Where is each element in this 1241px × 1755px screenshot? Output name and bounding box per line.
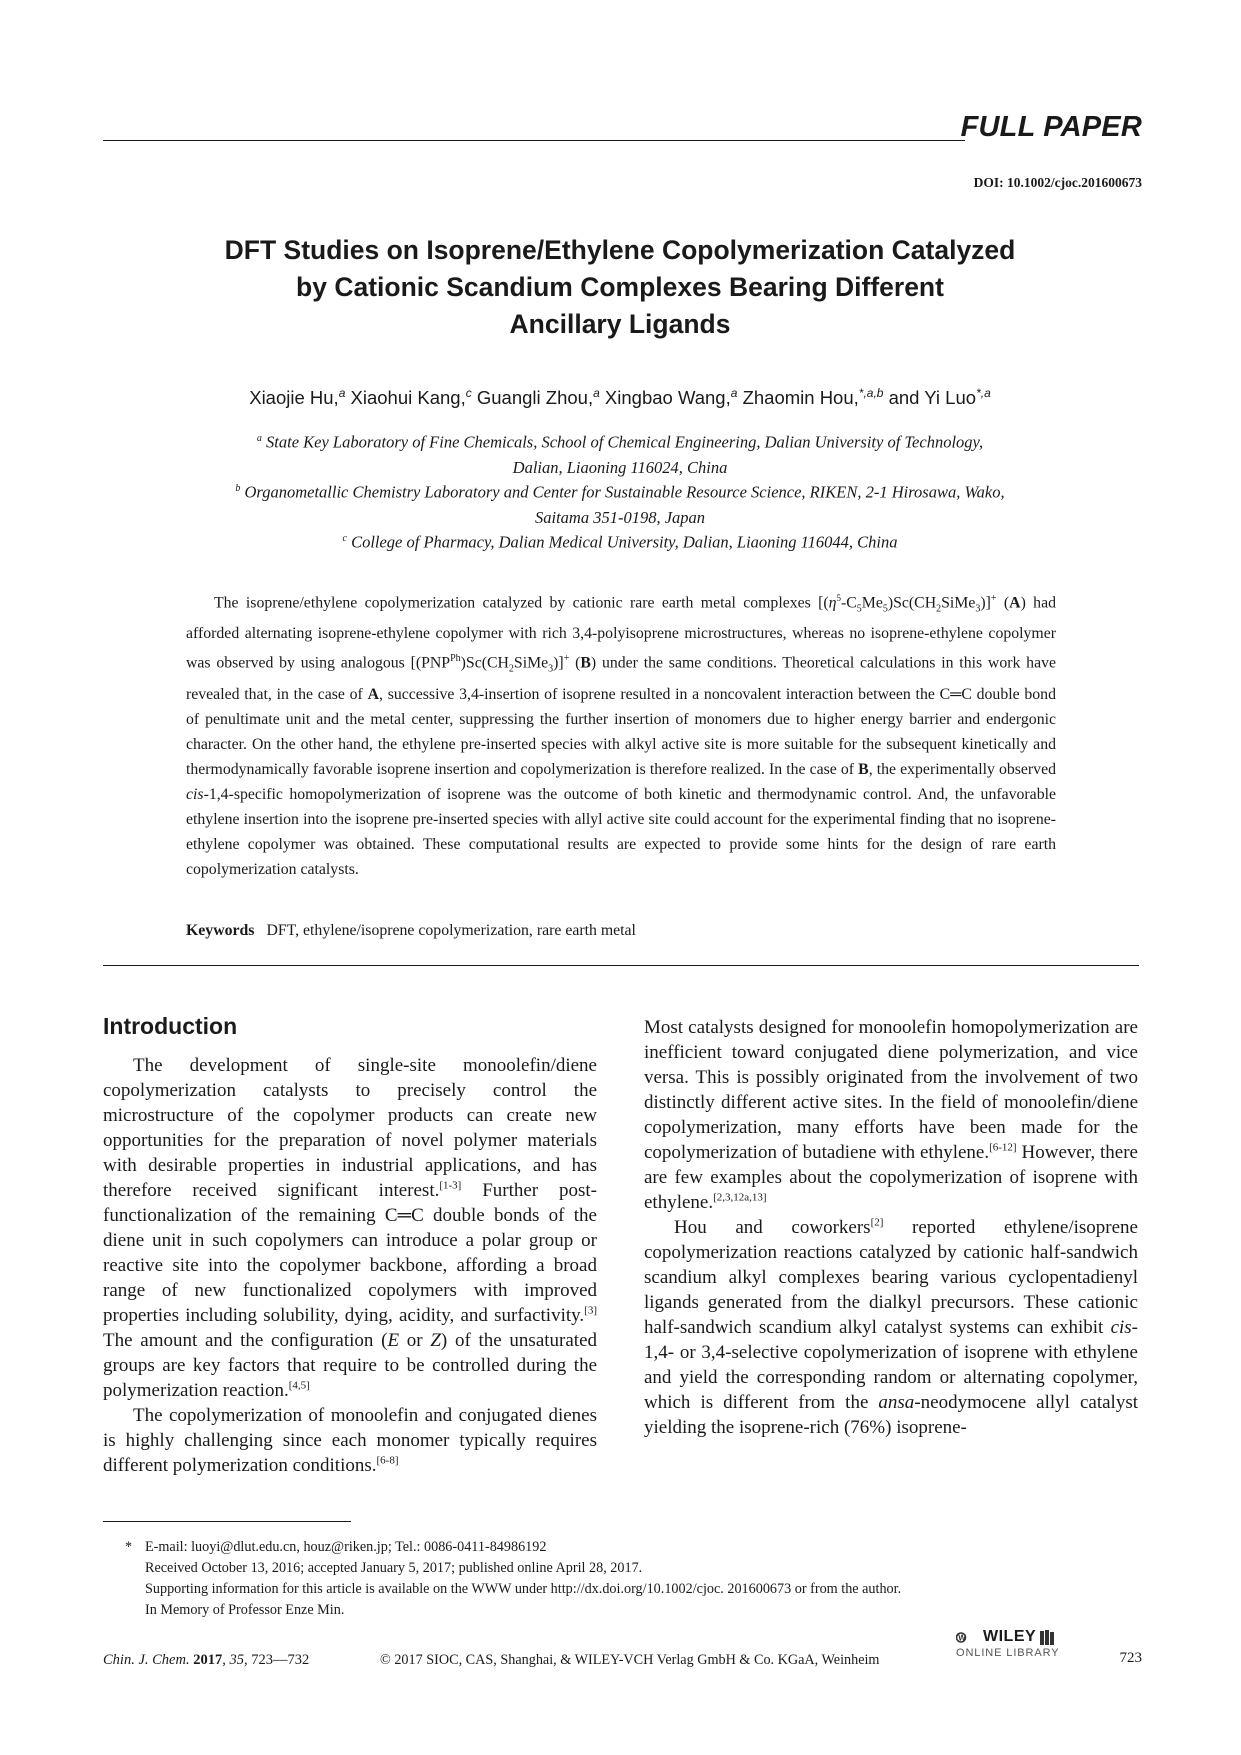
footnote-memory: In Memory of Professor Enze Min. — [145, 1602, 345, 1618]
affiliation-b: $^b$ Organometallic Chemistry Laboratory and Center for Sustainable Resource Science, RIKEN, 2-1 Hirosawa, Wako, Saitama 351-0198, Japan — [235, 482, 1005, 527]
paragraph: Most catalysts designed for monoolefin homopolymerization are inefficient toward conjugated diene polymerization, and vice versa. This is possibly originated from the involvement of two distinctly different active sites. In the field of monoolefin/diene copolymerization, many efforts have been made for the copolymerization of butadiene with ethylene.[6-12] However, there are few examples about the copolymerization of isoprene with ethylene.[2,3,12a,13] — [644, 1017, 1138, 1213]
right-column — [644, 1015, 1138, 1440]
footnotes — [125, 1537, 901, 1621]
citation[interactable]: [3] — [584, 1304, 597, 1317]
citation[interactable]: [2] — [870, 1216, 884, 1229]
author: Xiaojie Hu,$^a$ — [249, 386, 346, 409]
author: Xingbao Wang,$^a$ — [604, 386, 738, 409]
citation[interactable]: [2,3,12a,13] — [713, 1191, 767, 1204]
affiliation-a: $^a$ State Key Laboratory of Fine Chemicals, School of Chemical Engineering, Dalian University of Technology, Dalian, Liaoning 116024, China — [256, 432, 984, 477]
footnote-supporting-info: Supporting information for this article is available on the WWW under http://dx.doi.org/10.1002/cjoc. 201600673 or from the author. — [145, 1581, 902, 1597]
paragraph: Hou and coworkers[2] reported ethylene/isoprene copolymerization reactions catalyzed by cationic half-sandwich scandium alkyl complexes bearing various cyclopentadienyl ligands generated from the dialkyl precursors. These cationic half-sandwich scandium alkyl catalyst systems can exhibit cis-1,4- or 3,4-selective copolymerization of isoprene with ethylene and yield the corresponding random or alternating copolymer, which is different from the ansa-neodymocene allyl catalyst yielding the isoprene-rich (76%) isoprene- — [644, 1216, 1138, 1438]
footnote-contact: E-mail: luoyi@dlut.edu.cn, houz@riken.jp; Tel.: 0086-0411-84986192 — [145, 1539, 547, 1555]
affiliation-c: $^c$ College of Pharmacy, Dalian Medical University, Dalian, Liaoning 116044, China — [342, 532, 898, 552]
citation[interactable]: [6-8] — [376, 1454, 399, 1467]
author: and Yi Luo$^{*,a}$ — [888, 386, 991, 409]
paragraph: The copolymerization of monoolefin and conjugated dienes is highly challenging since each monomer typically requires different polymerization conditions.[6-8] — [103, 1405, 597, 1476]
section-divider — [103, 965, 1139, 966]
author-list — [110, 386, 1130, 409]
books-icon — [1039, 1629, 1057, 1646]
introduction-heading: Introduction — [103, 1013, 238, 1039]
footnote-rule — [103, 1521, 351, 1522]
citation[interactable]: [4,5] — [288, 1379, 310, 1392]
wiley-logo[interactable] — [956, 1628, 1059, 1659]
footnote-star: * — [125, 1539, 133, 1555]
title-line: Ancillary Ligands — [509, 309, 731, 339]
footnote-dates: Received October 13, 2016; accepted January 5, 2017; published online April 28, 2017. — [145, 1560, 643, 1576]
author: Xiaohui Kang,$^c$ — [350, 386, 472, 409]
keywords — [186, 922, 636, 940]
wiley-book-icon — [956, 1629, 980, 1646]
copyright: © 2017 SIOC, CAS, Shanghai, & WILEY-VCH Verlag GmbH & Co. KGaA, Weinheim — [380, 1652, 880, 1668]
author: Zhaomin Hou,$^{*,a,b}$ — [742, 386, 884, 409]
title-line: DFT Studies on Isoprene/Ethylene Copolymerization Catalyzed — [224, 235, 1016, 265]
page-number: 723 — [1119, 1650, 1142, 1666]
left-column — [103, 1053, 597, 1478]
keywords-text: DFT, ethylene/isoprene copolymerization, rare earth metal — [266, 922, 636, 939]
abstract: The isoprene/ethylene copolymerization catalyzed by cationic rare earth metal complexes $[(\eta^5-C_5Me_5)Sc(CH_2SiMe_3)]^+$ (A) had afforded alternating isoprene-ethylene copolymer with rich 3,4-polyisoprene microstructures, whereas no isoprene-ethylene copolymer was observed by using analogous $[(PNP^{Ph})Sc(CH_2SiMe_3)]^+$ (B) under the same conditions. Theoretical calculations in this work have revealed that, in the case of A, successive 3,4-insertion of isoprene resulted in a noncovalent interaction between the C═C double bond of penultimate unit and the metal center, suppressing the further insertion of monomers due to higher energy barrier and endergonic character. On the other hand, the ethylene pre-inserted species with alkyl active site is more suitable for the subsequent kinetically and thermodynamically favorable isoprene insertion and copolymerization is therefore realized. In the case of B, the experimentally observed cis-1,4-specific homopolymerization of isoprene was the outcome of both kinetic and thermodynamic control. And, the unfavorable ethylene insertion into the isoprene pre-inserted species with allyl active site could account for the experimental finding that no isoprene-ethylene copolymer was obtained. These computational results are expected to provide some hints for the design of rare earth copolymerization catalysts. — [186, 593, 1056, 878]
svg-text:W: W — [958, 1633, 967, 1643]
wiley-wordmark: WILEY — [983, 1628, 1037, 1645]
title-line: by Cationic Scandium Complexes Bearing Different — [296, 272, 944, 302]
author: Guangli Zhou,$^a$ — [476, 386, 600, 409]
paragraph: The development of single-site monoolefin/diene copolymerization catalysts to precisely control the microstructure of the copolymer products can create new opportunities for the preparation of novel polymer materials with desirable properties in industrial applications, and has therefore received significant interest.[1-3] Further post-functionalization of the remaining C═C double bonds of the diene unit in such copolymers can introduce a polar group or reactive site into the copolymer backbone, affording a broad range of new functionalized copolymers with improved properties including solubility, dying, acidity, and surfactivity.[3] The amount and the configuration (E or Z) of the unsaturated groups are key factors that require to be controlled during the polymerization reaction.[4,5] — [103, 1055, 598, 1401]
paper-title — [140, 232, 1100, 343]
citation[interactable]: [6-12] — [989, 1141, 1017, 1154]
doi[interactable]: DOI: 10.1002/cjoc.201600673 — [973, 175, 1142, 190]
section-label: FULL PAPER — [960, 111, 1142, 143]
keywords-label: Keywords — [186, 922, 255, 939]
header-rule — [103, 140, 965, 141]
online-library-label: ONLINE LIBRARY — [956, 1647, 1060, 1659]
citation[interactable]: [1-3] — [439, 1179, 462, 1192]
journal-citation: Chin. J. Chem. 2017, 35, 723—732 — [103, 1652, 310, 1668]
